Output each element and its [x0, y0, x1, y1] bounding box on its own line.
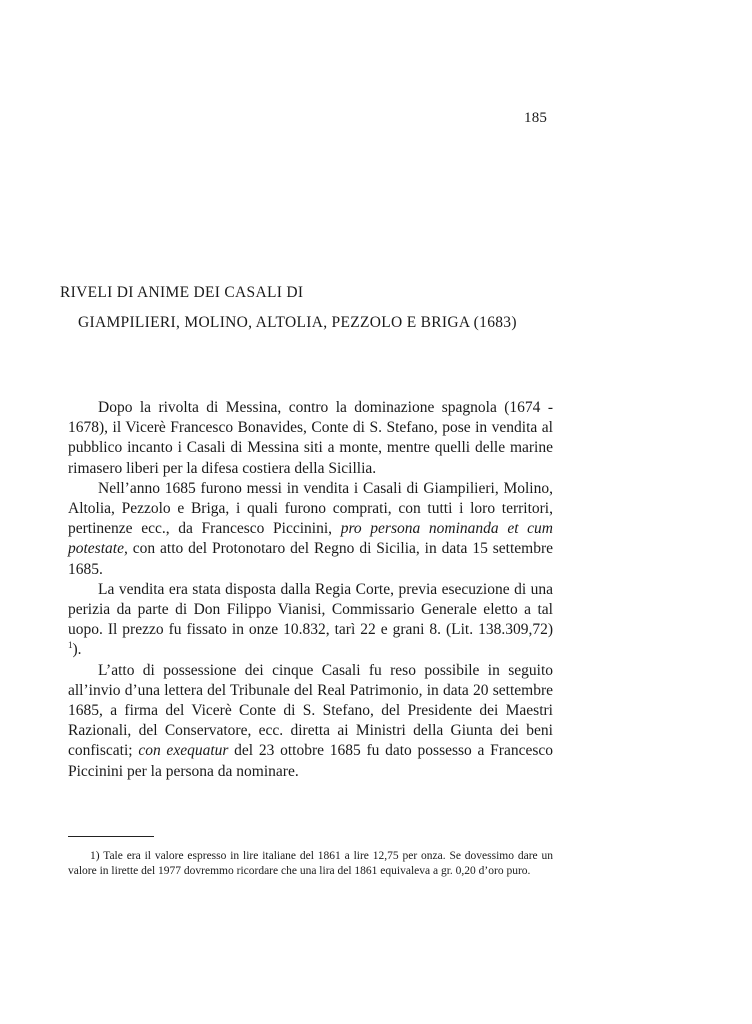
footnote-text: 1) Tale era il valore espresso in lire italiane del 1861 a lire 12,75 per onza. Se dovessimo dare un valore in lirette del 1977 dovremmo ricordare che una lira del 1861 equivaleva a gr. 0,20 d’oro puro. — [68, 850, 553, 877]
body-text — [68, 398, 553, 782]
paragraph-4-text-b: del 23 ottobre 1685 fu dato possesso a Francesco Piccinini per la persona da nominare. — [68, 742, 554, 780]
paragraph-1 — [68, 398, 553, 479]
paragraph-2 — [68, 479, 553, 580]
footnote-marker: 1 — [68, 640, 73, 651]
paragraph-3-text-b: ). — [72, 641, 82, 659]
paragraph-2-text-a: Nell’anno 1685 furono messi in vendita i Casali di Giampilieri, Molino, Altolia, Pezzolo e Briga, i quali furono comprati, con tutti i loro territori, pertinenze ecc., da Francesco Piccinini, — [68, 479, 553, 538]
footnote — [68, 849, 553, 879]
paragraph-4-text-a: L’atto di possessione dei cinque Casali fu reso possibile in seguito all’invio d’una lettera del Tribunale del Real Patrimonio, in data 20 settembre 1685, a firma del Vicerè Conte di S. Stefano, del Presidente dei Maestri Razionali, del Conservatore, ecc. diretta ai Ministri della Giunta dei beni confiscati; — [68, 661, 553, 760]
paragraph-1-text: Dopo la rivolta di Messina, contro la dominazione spagnola (1674 - 1678), il Vicerè Francesco Bonavides, Conte di S. Stefano, pose in vendita al pubblico incanto i Casali di Messina siti a monte, mentre quelli delle marine rimasero liberi per la difesa costiera della Sicillia. — [68, 399, 553, 477]
paragraph-2-text-b: con atto del Protonotaro del Regno di Sicilia, in data 15 settembre 1685. — [68, 540, 553, 578]
page-title-line-1: RIVELI DI ANIME DEI CASALI DI — [60, 284, 304, 301]
page-title-line-2: GIAMPILIERI, MOLINO, ALTOLIA, PEZZOLO E BRIGA (1683) — [78, 314, 517, 331]
footnote-divider — [68, 836, 154, 837]
paragraph-3 — [68, 580, 553, 661]
paragraph-3-text-a: La vendita era stata disposta dalla Regia Corte, previa esecuzione di una perizia da parte di Don Filippo Vianisi, Commissario Generale eletto a tal uopo. Il prezzo fu fissato in onze 10.832, tarì 22 e grani 8. (Lit. 138.309,72) — [68, 580, 553, 639]
page-number: 185 — [524, 110, 548, 126]
paragraph-2-italic: pro persona nominanda et cum potestate, — [68, 520, 553, 558]
paragraph-4 — [68, 661, 553, 782]
paragraph-4-italic: con exequatur — [138, 742, 229, 760]
